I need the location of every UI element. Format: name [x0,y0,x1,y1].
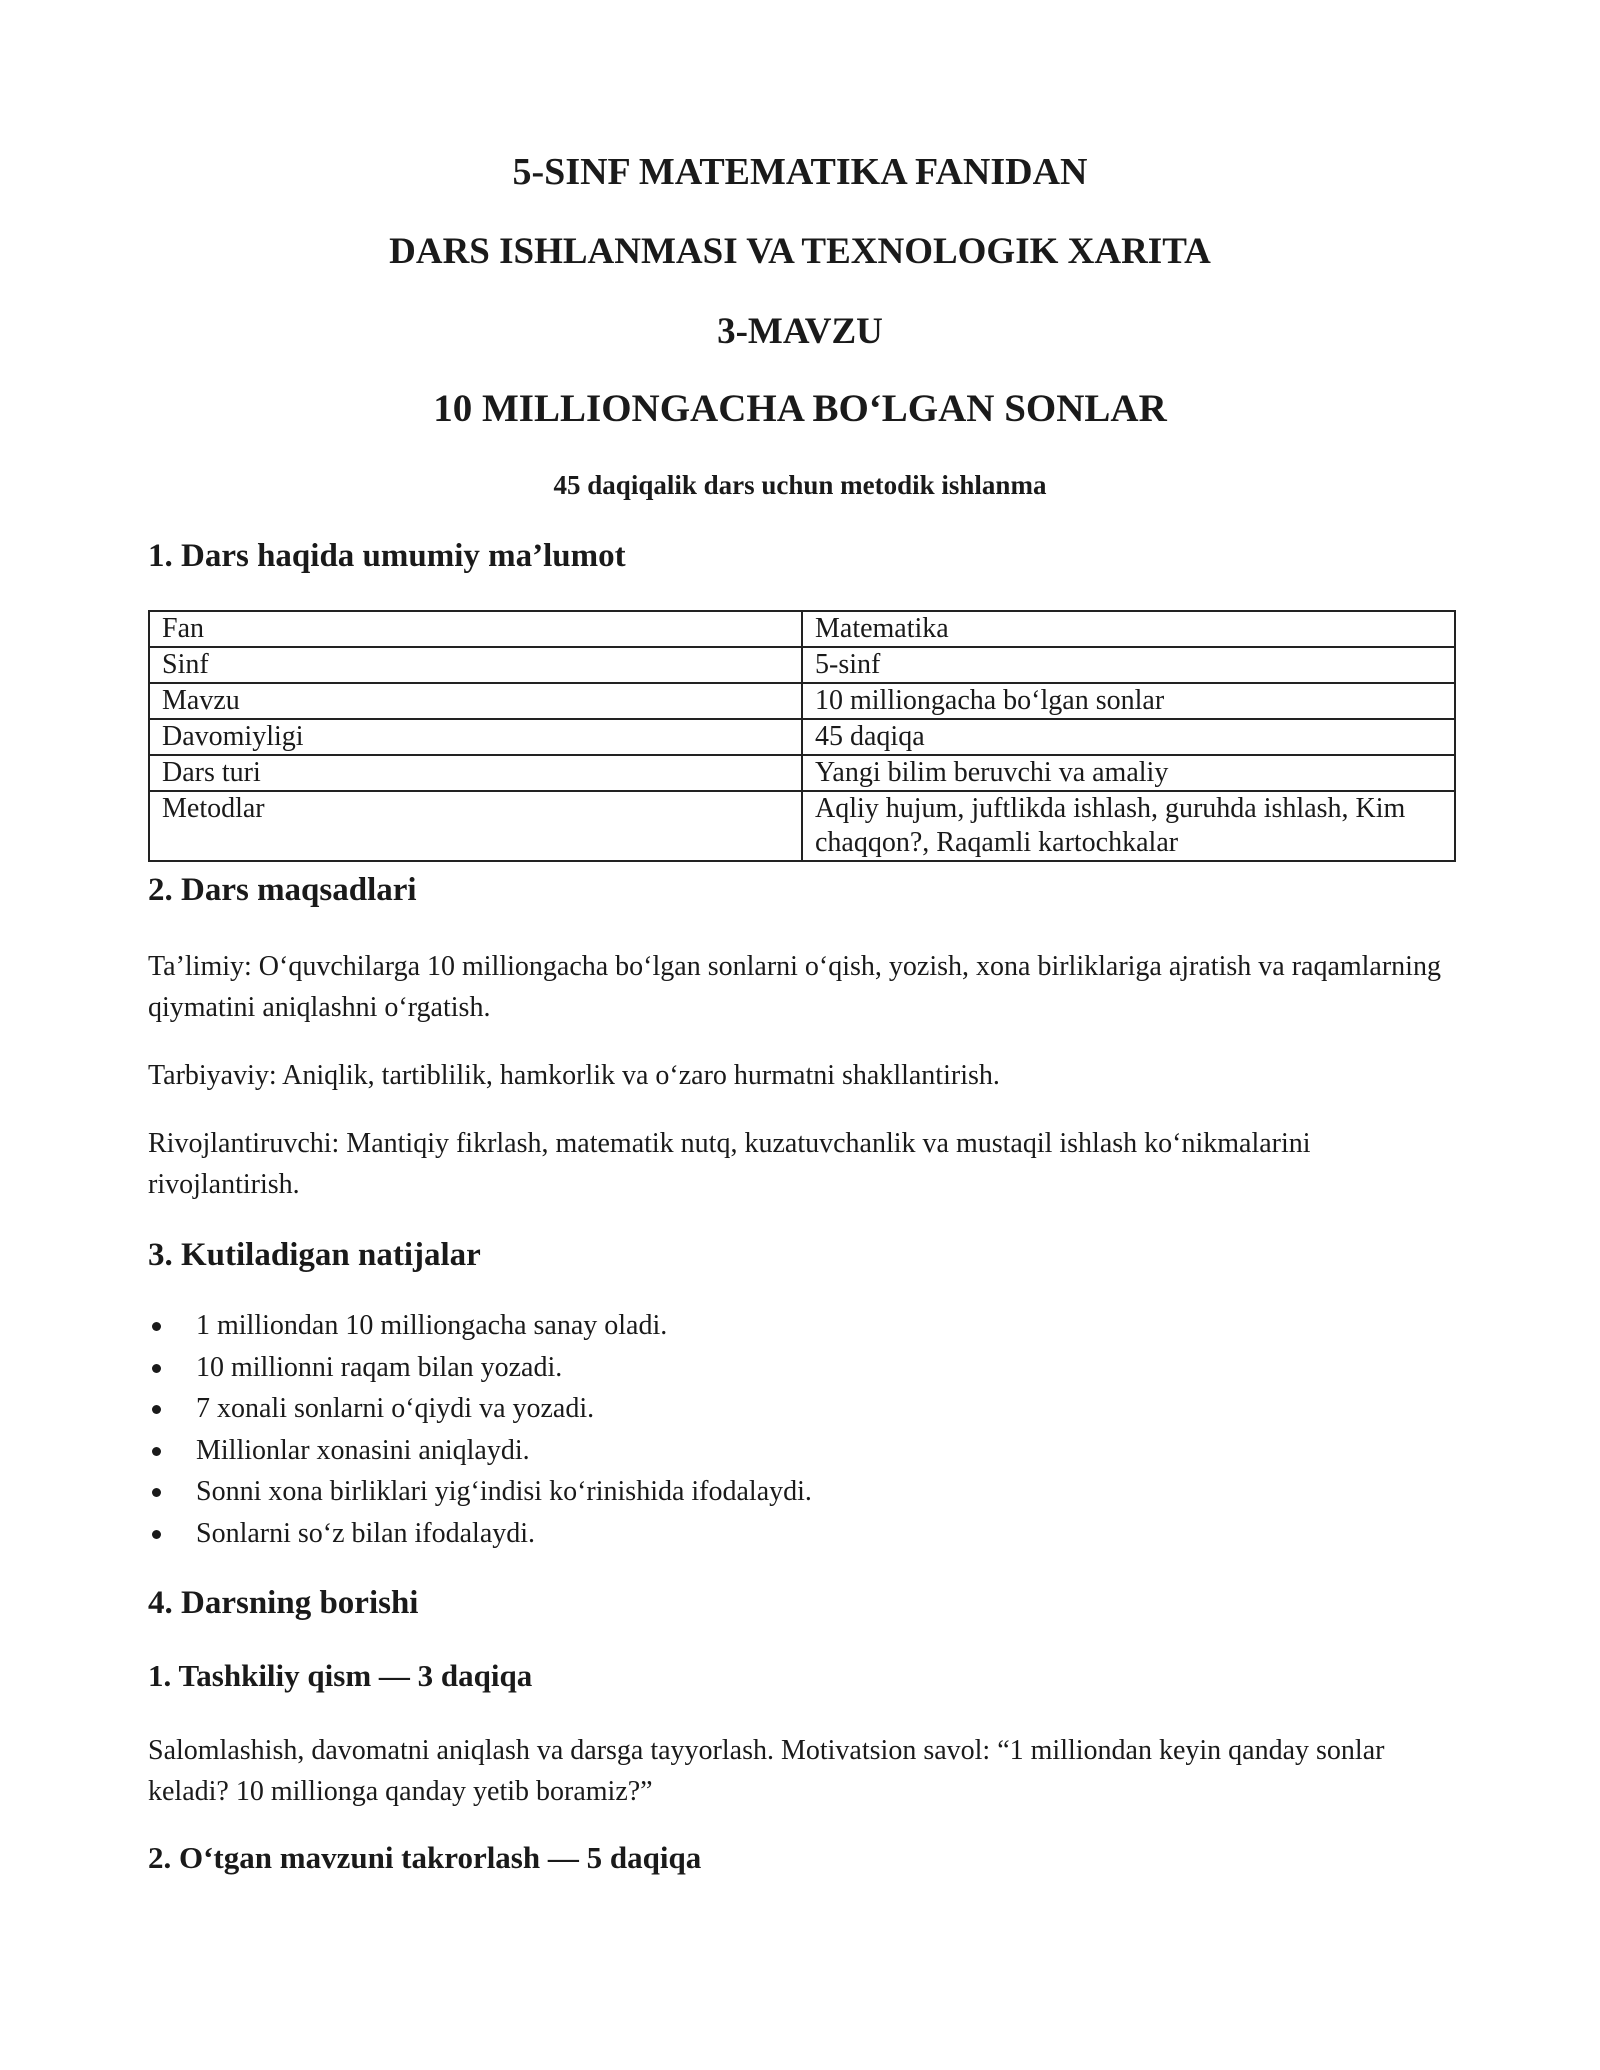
table-cell-label: Metodlar [149,791,802,861]
table-cell-value: 45 daqiqa [802,719,1455,755]
table-cell-label: Sinf [149,647,802,683]
section-4-heading: 4. Darsning borishi [148,1585,419,1621]
table-cell-value: 5-sinf [802,647,1455,683]
doc-subtitle: 45 daqiqalik dars uchun metodik ishlanma [553,470,1047,500]
table-cell-label: Dars turi [149,755,802,791]
table-cell-label: Mavzu [149,683,802,719]
table-row [149,791,1455,861]
goal-developmental: Rivojlantiruvchi: Mantiqiy fikrlash, matematik nutq, kuzatuvchanlik va mustaqil ishlash ko‘nikmalarini rivojlantirish. [148,1128,1311,1200]
stage-1-text: Salomlashish, davomatni aniqlash va darsga tayyorlash. Motivatsion savol: “1 milliondan keyin qanday sonlar keladi? 10 millionga qanday yetib boramiz?” [148,1735,1385,1807]
table-row [149,647,1455,683]
goal-educational: Ta’limiy: O‘quvchilarga 10 milliongacha bo‘lgan sonlarni o‘qish, yozish, xona birliklariga ajratish va raqamlarning qiymatini aniqlashni o‘rgatish. [148,951,1441,1023]
goal-upbringing: Tarbiyaviy: Aniqlik, tartiblilik, hamkorlik va o‘zaro hurmatni shakllantirish. [148,1060,1000,1091]
table-cell-value: Aqliy hujum, juftlikda ishlash, guruhda ishlash, Kim chaqqon?, Raqamli kartochkalar [802,791,1455,861]
list-item: Millionlar xonasini aniqlaydi. [148,1430,1448,1472]
doc-title-line-2: DARS ISHLANMASI VA TEXNOLOGIK XARITA [389,231,1211,272]
doc-title-line-1: 5-SINF MATEMATIKA FANIDAN [512,151,1088,193]
table-row [149,683,1455,719]
stage-2-heading: 2. O‘tgan mavzuni takrorlash — 5 daqiqa [148,1840,702,1875]
table-cell-label: Davomiyligi [149,719,802,755]
list-item: 1 milliondan 10 milliongacha sanay oladi. [148,1305,1448,1347]
table-cell-value: 10 milliongacha bo‘lgan sonlar [802,683,1455,719]
stage-1-heading: 1. Tashkiliy qism — 3 daqiqa [148,1658,533,1693]
doc-title-line-3: 3-MAVZU [717,311,883,352]
table-cell-value: Yangi bilim beruvchi va amaliy [802,755,1455,791]
table-row [149,755,1455,791]
expected-results-list [148,1305,1448,1555]
doc-title-line-4: 10 MILLIONGACHA BO‘LGAN SONLAR [433,387,1167,430]
list-item: 7 xonali sonlarni o‘qiydi va yozadi. [148,1388,1448,1430]
section-3-heading: 3. Kutiladigan natijalar [148,1237,481,1273]
list-item: Sonlarni so‘z bilan ifodalaydi. [148,1513,1448,1555]
section-2-heading: 2. Dars maqsadlari [148,872,417,908]
lesson-info-table [148,610,1456,862]
table-row [149,611,1455,647]
list-item: 10 millionni raqam bilan yozadi. [148,1347,1448,1389]
section-1-heading: 1. Dars haqida umumiy ma’lumot [148,538,626,574]
table-cell-label: Fan [149,611,802,647]
list-item: Sonni xona birliklari yig‘indisi ko‘rinishida ifodalaydi. [148,1471,1448,1513]
table-row [149,719,1455,755]
table-cell-value: Matematika [802,611,1455,647]
